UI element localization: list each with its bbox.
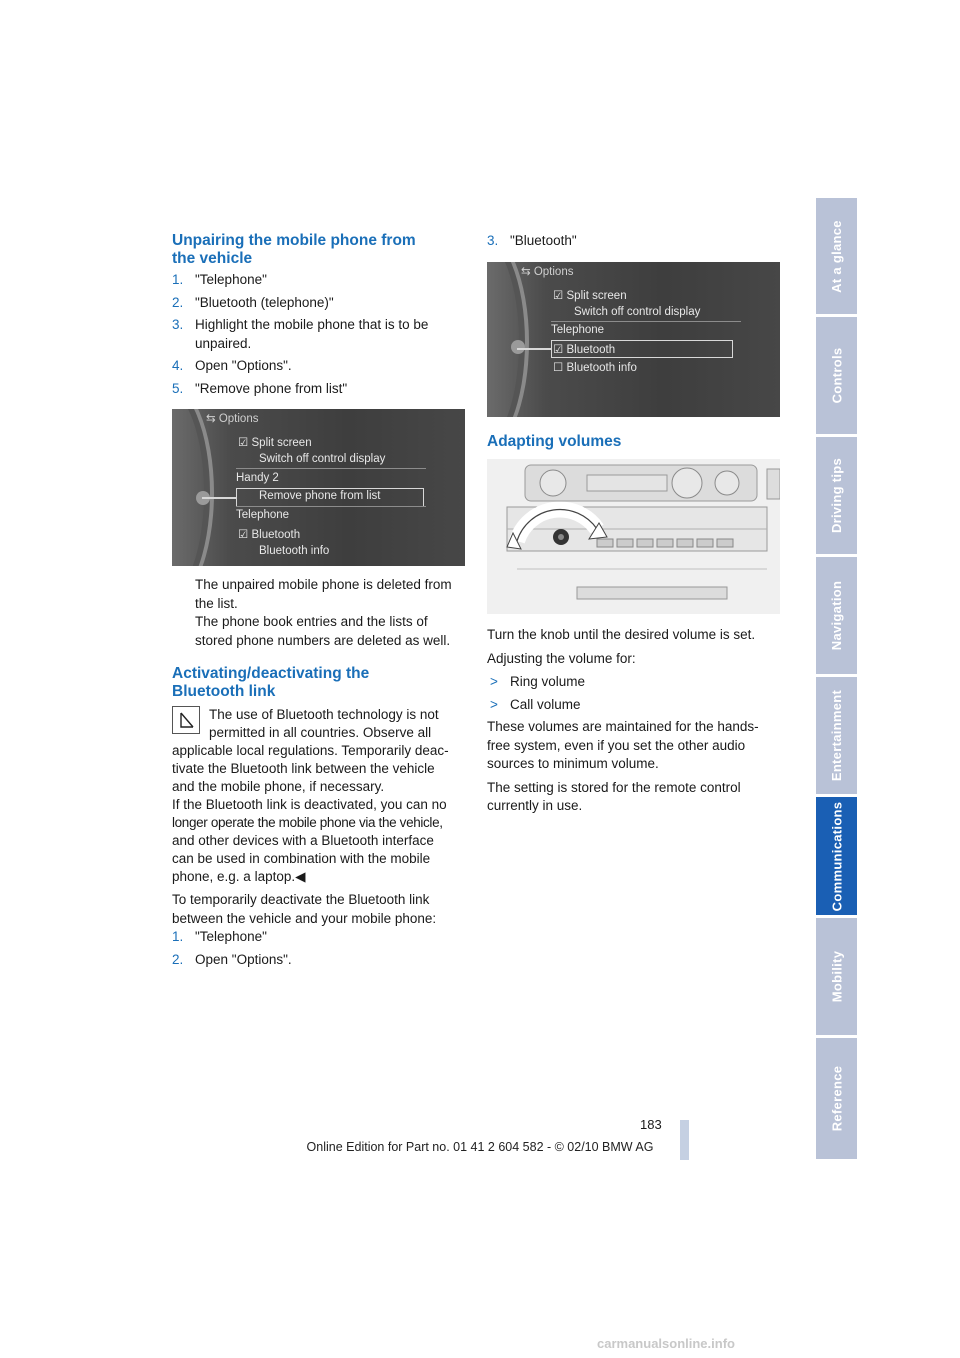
screen-row-telephone: Telephone bbox=[236, 509, 290, 521]
screen-row-bluetooth-info: ☐ Bluetooth info bbox=[553, 362, 637, 374]
screen-row-bluetooth: ☑ Bluetooth bbox=[553, 344, 616, 356]
list-item: > Ring volume bbox=[490, 674, 586, 689]
tab-entertainment[interactable]: Entertainment bbox=[816, 677, 857, 794]
section-title-unpairing: Unpairing the mobile phone from the vehicle bbox=[172, 232, 416, 267]
screen-row-split-screen: ☑ Split screen bbox=[553, 290, 627, 302]
screen-row-handy: Handy 2 bbox=[236, 472, 279, 484]
tab-reference[interactable]: Reference bbox=[816, 1038, 857, 1159]
screen-header: ⇆ Options bbox=[521, 266, 574, 278]
tab-mobility[interactable]: Mobility bbox=[816, 918, 857, 1035]
tab-communications[interactable]: Communications bbox=[816, 797, 857, 915]
tab-navigation[interactable]: Navigation bbox=[816, 557, 857, 674]
screen-row-split-screen: ☑ Split screen bbox=[238, 437, 312, 449]
screen-row-bluetooth: ☑ Bluetooth bbox=[238, 529, 301, 541]
tab-driving-tips[interactable]: Driving tips bbox=[816, 437, 857, 554]
controller-knob-graphic bbox=[487, 262, 529, 417]
idrive-options-screen-bluetooth bbox=[487, 262, 780, 417]
screen-row-switch-off: Switch off control display bbox=[259, 453, 386, 465]
screen-row-switch-off: Switch off control display bbox=[574, 306, 701, 318]
step-item: 2. Open "Options". bbox=[172, 951, 292, 967]
step-item: 3. Highlight the mobile phone that is to be unpaired. bbox=[172, 317, 429, 351]
step-item: 3. "Bluetooth" bbox=[487, 233, 577, 248]
note-icon bbox=[172, 706, 200, 734]
deactivate-intro: To temporarily deactivate the Bluetooth link between the vehicle and your mobile phone: bbox=[172, 892, 437, 926]
page-number: 183 bbox=[640, 1117, 662, 1132]
footer-edition-text: Online Edition for Part no. 01 41 2 604 582 - © 02/10 BMW AG bbox=[306, 1140, 654, 1154]
unpair-steps bbox=[172, 271, 468, 402]
screen-header: ⇆ Options bbox=[206, 413, 259, 425]
screen-row-telephone: Telephone bbox=[551, 324, 605, 336]
tab-at-a-glance[interactable]: At a glance bbox=[816, 198, 857, 314]
step-item: 1. "Telephone" bbox=[172, 929, 267, 944]
step-item: 4. Open "Options". bbox=[172, 358, 292, 373]
deactivate-steps bbox=[172, 928, 468, 973]
controller-knob-center bbox=[511, 340, 525, 354]
section-title-bluetooth-link: Activating/deactivating the Bluetooth link bbox=[172, 665, 370, 700]
volume-types-list bbox=[487, 673, 787, 714]
volume-text: Turn the knob until the desired volume is set. Adjusting the volume for: > Ring volume > Call volume These volumes are maintained for the hands- free system, even if you set the other audio sources to minimum volume. The setting is stored for the remote control currently in use. bbox=[487, 626, 787, 816]
controller-knob-graphic bbox=[172, 409, 214, 566]
screen-row-bluetooth-info: Bluetooth info bbox=[259, 545, 330, 557]
section-title-adapting-volumes: Adapting volumes bbox=[487, 433, 622, 450]
tab-controls[interactable]: Controls bbox=[816, 317, 857, 434]
unpair-result-text: The unpaired mobile phone is deleted from the list. The phone book entries and the lists of stored phone numbers are deleted as well. bbox=[195, 577, 452, 648]
step-item: 2. "Bluetooth (telephone)" bbox=[172, 294, 334, 310]
deactivate-steps-continued bbox=[487, 232, 783, 255]
screen-row-remove-phone: Remove phone from list bbox=[259, 490, 381, 502]
step-item: 5. "Remove phone from list" bbox=[172, 380, 348, 396]
step-item: 1. "Telephone" bbox=[172, 272, 267, 287]
watermark: carmanualsonline.info bbox=[597, 1336, 735, 1351]
list-item: > Call volume bbox=[490, 696, 581, 712]
idrive-options-screen-remove-phone bbox=[172, 409, 465, 566]
dashboard-volume-knob-illustration bbox=[487, 459, 780, 614]
